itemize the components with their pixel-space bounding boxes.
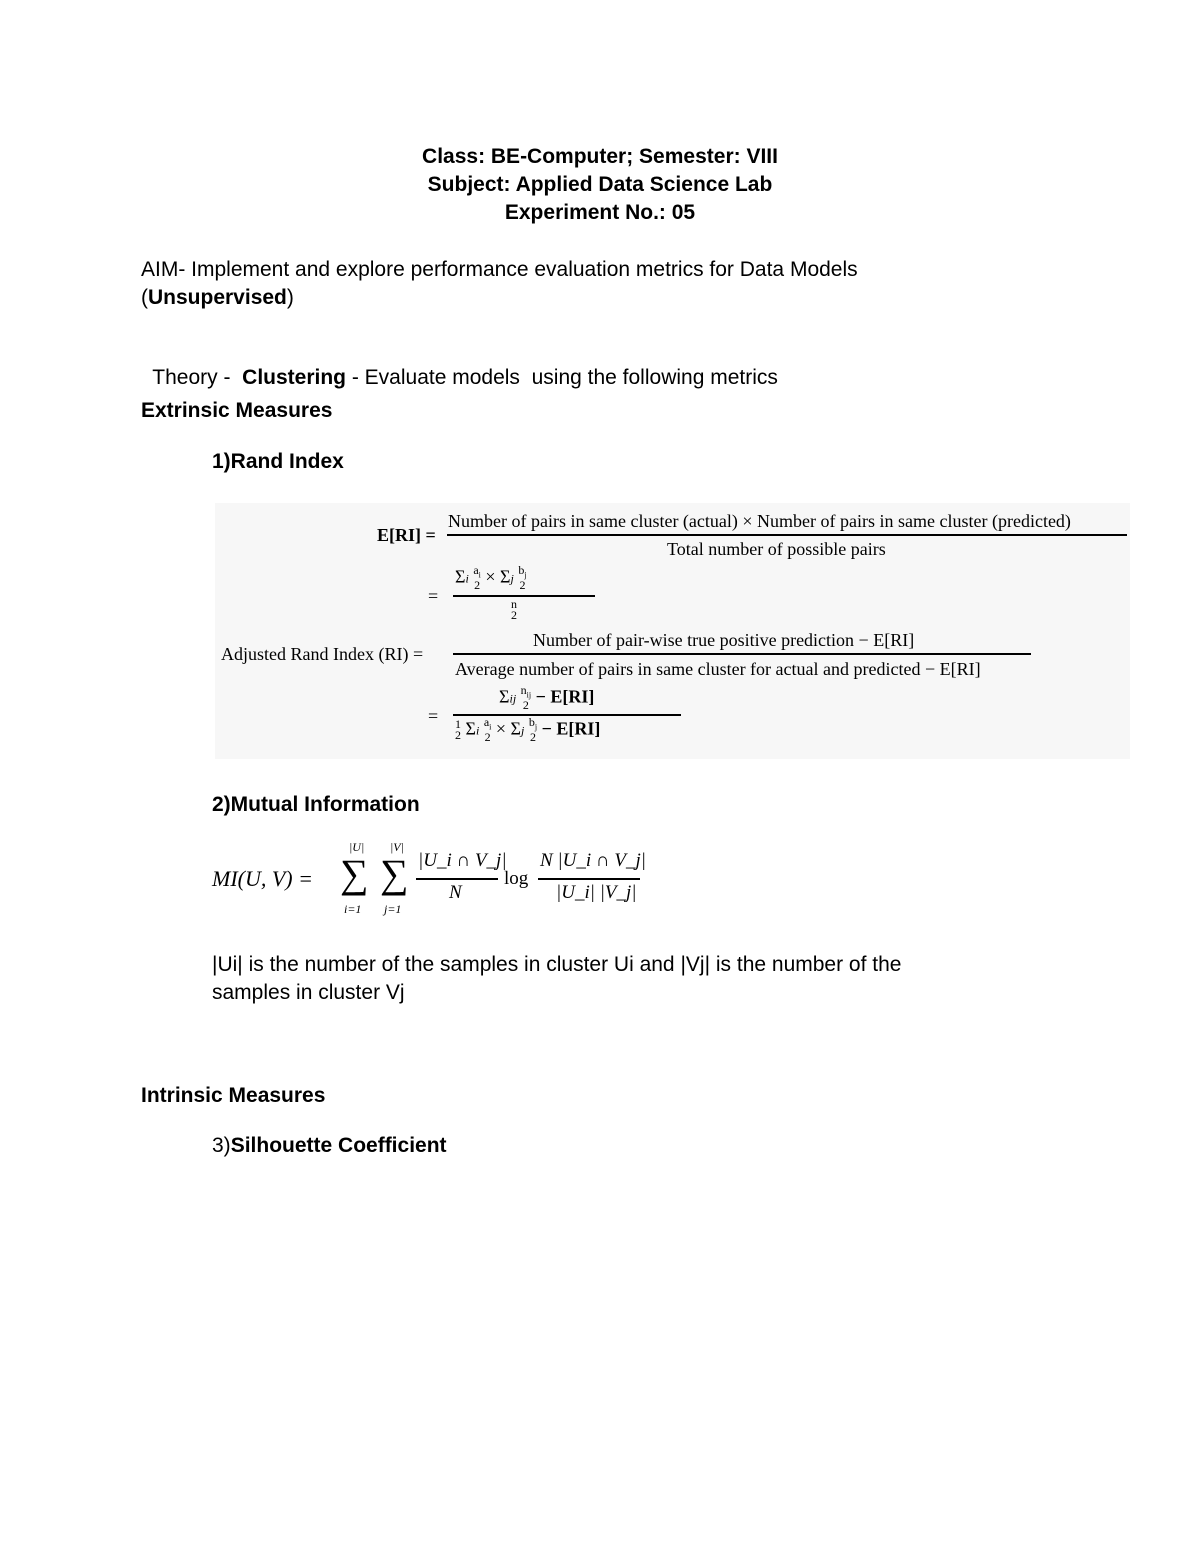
- mi-frac1-den: N: [449, 882, 462, 903]
- mi-sum1-bottom: i=1: [344, 902, 362, 916]
- aim-type: [141, 286, 294, 310]
- mi-note-line1: |Ui| is the number of the samples in cluster Ui and |Vj| is the number of the: [212, 953, 902, 976]
- mi-log: log: [504, 868, 529, 889]
- aim-paren-close: ): [286, 286, 294, 309]
- mutual-information-heading: 2)Mutual Information: [212, 793, 420, 816]
- ari2-numerator: Σij $n_{ij}$ 2 − E[RI]: [499, 683, 595, 713]
- mi-sum1-sigma: ∑: [340, 851, 369, 896]
- aim-emphasis: Unsupervised: [148, 286, 287, 309]
- ari-fraction-bar: [453, 653, 1031, 655]
- mi-sum2-top: |V|: [390, 840, 404, 854]
- mi-note-line2: samples in cluster Vj: [212, 981, 405, 1004]
- mi-formula: [212, 838, 652, 924]
- mi-sum2-sigma: ∑: [380, 851, 409, 896]
- intrinsic-heading: Intrinsic Measures: [141, 1084, 326, 1107]
- silhouette-title: Silhouette Coefficient: [230, 1134, 447, 1157]
- ari2-denominator: 1 2 Σi $a_i$ 2 × Σj $b_j$ 2 − E[RI]: [455, 715, 601, 745]
- silhouette-prefix: 3): [212, 1134, 231, 1157]
- mi-frac1-bar: [416, 878, 498, 880]
- silhouette-heading: [212, 1134, 447, 1158]
- mi-lhs: MI(U, V) =: [212, 866, 313, 891]
- rand-index-heading: 1)Rand Index: [212, 450, 344, 473]
- mi-frac2-num: N |U_i ∩ V_j|: [540, 850, 646, 871]
- experiment-line: Experiment No.: 05: [504, 201, 696, 224]
- ari2-den-tail: − E[RI]: [537, 718, 601, 739]
- theory-topic: Clustering: [242, 366, 347, 389]
- rand-index-formula: [215, 503, 1130, 759]
- ari2-num-tail: − E[RI]: [531, 686, 595, 707]
- class-line: Class: BE-Computer; Semester: VIII: [422, 145, 778, 168]
- ari-eq2: =: [428, 706, 439, 726]
- mi-frac2-den: |U_i| |V_j|: [556, 882, 637, 903]
- mi-sum1-top: |U|: [349, 840, 365, 854]
- eri-denominator: Total number of possible pairs: [667, 539, 886, 559]
- theory-suffix: - Evaluate models using the following metrics: [346, 366, 778, 389]
- theory-prefix: Theory -: [152, 366, 237, 389]
- mi-frac1-num: |U_i ∩ V_j|: [418, 850, 507, 871]
- eri2-fraction-bar: [453, 595, 595, 597]
- mi-sum2-bottom: j=1: [384, 902, 402, 916]
- subject-line: Subject: Applied Data Science Lab: [427, 173, 773, 196]
- eri-sum-expr: Σi $a_i$ 2 × Σj $b_j$ 2: [455, 563, 527, 593]
- eri-numerator: Number of pairs in same cluster (actual) × Number of pairs in same cluster (predicted): [448, 511, 1071, 531]
- eri-fraction-bar: [447, 534, 1127, 536]
- extrinsic-heading: Extrinsic Measures: [141, 399, 333, 422]
- aim-paren-open: (: [141, 286, 148, 309]
- mi-frac2-bar: [538, 878, 640, 880]
- theory-line: [141, 342, 778, 390]
- eri-eq2: =: [428, 586, 439, 606]
- eri2-denominator: n 2: [511, 596, 517, 622]
- eri-lhs: E[RI] =: [377, 525, 436, 545]
- aim-text: AIM- Implement and explore performance evaluation metrics for Data Models: [141, 258, 858, 281]
- ari-denominator: Average number of pairs in same cluster for actual and predicted − E[RI]: [455, 659, 981, 679]
- ari-numerator: Number of pair-wise true positive prediction − E[RI]: [533, 630, 915, 650]
- ari-lhs: Adjusted Rand Index (RI) =: [221, 644, 424, 664]
